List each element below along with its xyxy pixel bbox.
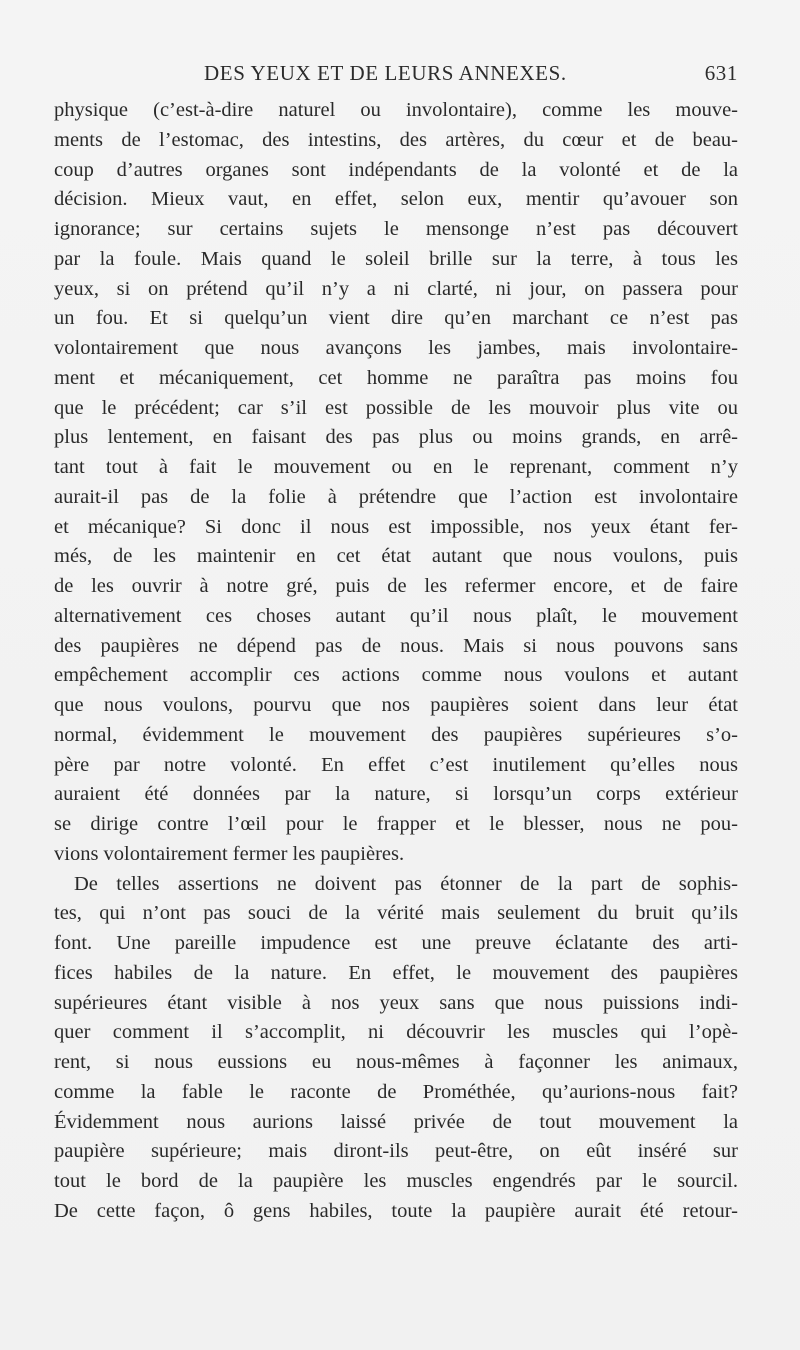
text-line: que le précédent; car s’il est possible de les mouvoir plus vite ou xyxy=(54,396,738,419)
text-line: font. Une pareille impudence est une preuve éclatante des arti- xyxy=(54,932,738,954)
text-line: quer comment il s’accomplit, ni découvrir les muscles qui l’opè- xyxy=(54,1021,738,1044)
body-text xyxy=(54,96,738,1227)
text-line: més, de les maintenir en cet état autant que nous voulons, puis xyxy=(54,545,738,568)
text-line: supérieures étant visible à nos yeux sans que nous puissions indi- xyxy=(54,991,738,1014)
text-line: comme la fable le raconte de Prométhée, qu’aurions-nous fait? xyxy=(54,1080,738,1103)
text-line: physique (c’est-à-dire naturel ou involontaire), comme les mouve- xyxy=(54,99,738,121)
text-line: De cette façon, ô gens habiles, toute la paupière aurait été retour- xyxy=(54,1199,738,1222)
text-line: coup d’autres organes sont indépendants de la volonté et de la xyxy=(54,158,738,181)
text-line: un fou. Et si quelqu’un vient dire qu’en marchant ce n’est pas xyxy=(54,307,738,330)
text-line: plus lentement, en faisant des pas plus ou moins grands, en arrê- xyxy=(54,426,738,449)
text-line: yeux, si on prétend qu’il n’y a ni clarté, ni jour, on passera pour xyxy=(54,277,738,300)
text-line: normal, évidemment le mouvement des paupières supérieures s’o- xyxy=(54,723,738,746)
running-title: DES YEUX ET DE LEURS ANNEXES. xyxy=(204,61,567,85)
text-line: aurait-il pas de la folie à prétendre que l’action est involontaire xyxy=(54,485,738,508)
paragraph-end-line: vions volontairement fermer les paupières. xyxy=(54,842,405,865)
text-line: par la foule. Mais quand le soleil brille sur la terre, à tous les xyxy=(54,247,738,270)
text-line: décision. Mieux vaut, en effet, selon eux, mentir qu’avouer son xyxy=(54,188,738,211)
text-line: des paupières ne dépend pas de nous. Mais si nous pouvons sans xyxy=(54,634,738,657)
text-line: empêchement accomplir ces actions comme nous voulons et autant xyxy=(54,664,738,687)
text-line: père par notre volonté. En effet c’est inutilement qu’elles nous xyxy=(54,753,738,776)
text-line: tes, qui n’ont pas souci de la vérité mais seulement du bruit qu’ils xyxy=(54,902,738,925)
page-number: 631 xyxy=(704,61,738,85)
text-line: alternativement ces choses autant qu’il nous plaît, le mouvement xyxy=(54,604,738,627)
text-line: de les ouvrir à notre gré, puis de les refermer encore, et de faire xyxy=(54,575,738,597)
text-line: volontairement que nous avançons les jambes, mais involontaire- xyxy=(54,337,738,359)
paragraph-start-line: De telles assertions ne doivent pas étonner de la part de sophis- xyxy=(74,872,738,895)
text-line: rent, si nous eussions eu nous-mêmes à façonner les animaux, xyxy=(54,1051,738,1073)
running-head xyxy=(54,61,738,91)
text-line: fices habiles de la nature. En effet, le mouvement des paupières xyxy=(54,961,738,984)
text-line: Évidemment nous aurions laissé privée de tout mouvement la xyxy=(54,1110,738,1133)
text-line: tant tout à fait le mouvement ou en le reprenant, comment n’y xyxy=(54,456,738,478)
text-line: auraient été données par la nature, si lorsqu’un corps extérieur xyxy=(54,783,738,806)
text-line: ignorance; sur certains sujets le mensonge n’est pas découvert xyxy=(54,218,738,240)
text-line: et mécanique? Si donc il nous est impossible, nos yeux étant fer- xyxy=(54,515,738,538)
text-line: paupière supérieure; mais diront-ils peut-être, on eût inséré sur xyxy=(54,1140,738,1163)
text-line: se dirige contre l’œil pour le frapper et le blesser, nous ne pou- xyxy=(54,813,738,835)
text-line: ments de l’estomac, des intestins, des artères, du cœur et de beau- xyxy=(54,128,738,151)
text-line: ment et mécaniquement, cet homme ne paraîtra pas moins fou xyxy=(54,366,738,389)
text-line: que nous voulons, pourvu que nos paupières soient dans leur état xyxy=(54,694,738,716)
text-line: tout le bord de la paupière les muscles engendrés par le sourcil. xyxy=(54,1170,738,1192)
